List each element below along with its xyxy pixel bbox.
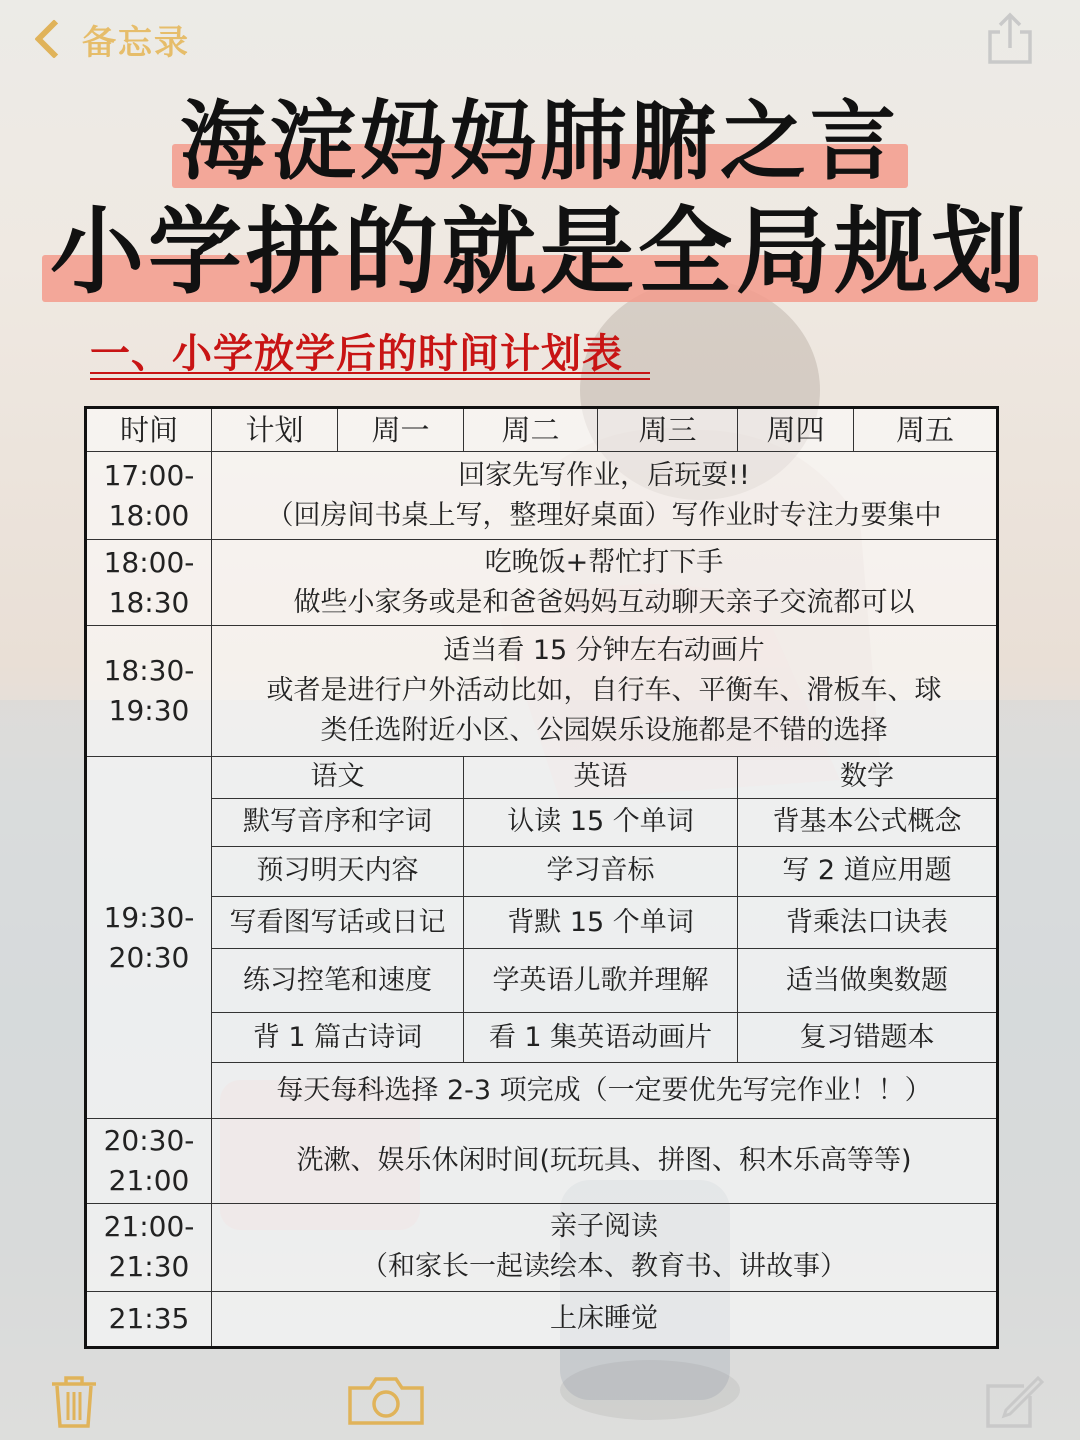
subject-chinese: 语文 (212, 756, 464, 798)
study-item: 写 2 道应用题 (738, 846, 998, 896)
study-item: 背默 15 个单词 (464, 896, 738, 948)
plan-cell: 亲子阅读 （和家长一起读绘本、教育书、讲故事） (212, 1203, 998, 1291)
study-row (86, 949, 998, 1013)
camera-icon[interactable] (346, 1376, 426, 1426)
plan-cell: 洗漱、娱乐休闲时间(玩玩具、拼图、积木乐高等等) (212, 1119, 998, 1203)
time-cell: 19:30- 20:30 (86, 756, 212, 1119)
headline-line-1: 海淀妈妈肺腑之言 (0, 92, 1080, 192)
study-note: 每天每科选择 2-3 项完成（一定要优先写完作业！！） (212, 1063, 998, 1119)
back-label: 备忘录 (82, 22, 190, 63)
time-cell: 18:30- 19:30 (86, 626, 212, 756)
subject-header-row (86, 756, 998, 798)
plan-cell: 吃晚饭+帮忙打下手 做些小家务或是和爸爸妈妈互动聊天亲子交流都可以 (212, 540, 998, 626)
table-row (86, 540, 998, 626)
study-row (86, 798, 998, 846)
study-row (86, 896, 998, 948)
plan-cell: 上床睡觉 (212, 1291, 998, 1347)
table-row (86, 1203, 998, 1291)
subject-english: 英语 (464, 756, 738, 798)
subject-math: 数学 (738, 756, 998, 798)
study-item: 背基本公式概念 (738, 798, 998, 846)
trash-icon[interactable] (48, 1374, 100, 1430)
study-row (86, 1013, 998, 1063)
table-row (86, 626, 998, 756)
section-underline (90, 372, 650, 380)
time-cell: 21:00- 21:30 (86, 1203, 212, 1291)
header-cell: 周三 (598, 408, 738, 452)
table-row (86, 1291, 998, 1347)
study-item: 背 1 篇古诗词 (212, 1013, 464, 1063)
study-item: 默写音序和字词 (212, 798, 464, 846)
time-cell: 17:00- 18:00 (86, 452, 212, 540)
study-item: 看 1 集英语动画片 (464, 1013, 738, 1063)
time-cell: 18:00- 18:30 (86, 540, 212, 626)
header-cell: 周二 (464, 408, 598, 452)
study-item: 预习明天内容 (212, 846, 464, 896)
study-item: 学习音标 (464, 846, 738, 896)
schedule-table (84, 406, 999, 1349)
compose-icon[interactable] (984, 1374, 1046, 1430)
chevron-left-icon (34, 19, 74, 59)
study-item: 背乘法口诀表 (738, 896, 998, 948)
table-row (86, 1119, 998, 1203)
time-cell: 21:35 (86, 1291, 212, 1347)
back-button[interactable] (30, 14, 190, 64)
headline-line-2: 小学拼的就是全局规划 (0, 200, 1080, 306)
header-cell: 计划 (212, 408, 338, 452)
header-cell: 周五 (854, 408, 998, 452)
study-item: 认读 15 个单词 (464, 798, 738, 846)
section-title: 一、小学放学后的时间计划表 (90, 331, 623, 377)
share-icon[interactable] (984, 10, 1036, 66)
header-cell: 周四 (738, 408, 854, 452)
study-item: 复习错题本 (738, 1013, 998, 1063)
study-note-row (86, 1063, 998, 1119)
study-item: 写看图写话或日记 (212, 896, 464, 948)
study-item: 练习控笔和速度 (212, 949, 464, 1013)
table-header-row (86, 408, 998, 452)
header-cell: 周一 (338, 408, 464, 452)
time-cell: 20:30- 21:00 (86, 1119, 212, 1203)
study-item: 学英语儿歌并理解 (464, 949, 738, 1013)
header-cell: 时间 (86, 408, 212, 452)
top-bar (0, 0, 1080, 80)
study-row (86, 846, 998, 896)
plan-cell: 回家先写作业，后玩耍!! （回房间书桌上写，整理好桌面）写作业时专注力要集中 (212, 452, 998, 540)
table-row (86, 452, 998, 540)
plan-cell: 适当看 15 分钟左右动画片 或者是进行户外活动比如，自行车、平衡车、滑板车、球 类任选附近小区、公园娱乐设施都是不错的选择 (212, 626, 998, 756)
study-item: 适当做奥数题 (738, 949, 998, 1013)
